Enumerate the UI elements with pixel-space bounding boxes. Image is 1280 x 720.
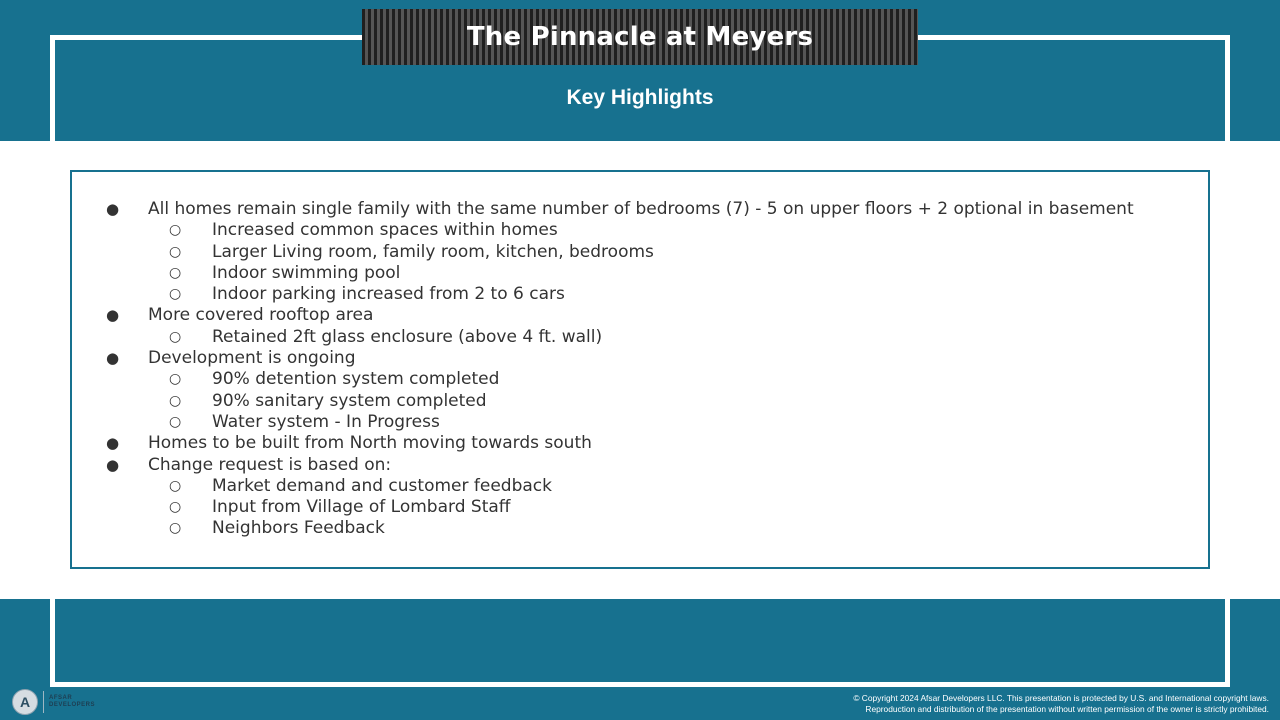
bullet-text: Retained 2ft glass enclosure (above 4 ft. wall) [212, 326, 603, 347]
bullet-text: Larger Living room, family room, kitchen, bedrooms [212, 241, 654, 262]
hollow-bullet-icon: ○ [169, 392, 182, 409]
logo-wordmark [49, 695, 95, 709]
footer-frame [50, 599, 1230, 687]
sub-bullet-item [72, 263, 1134, 284]
section-subtitle: Key Highlights [566, 86, 714, 109]
bullet-item [72, 305, 1134, 326]
sub-bullet-item [72, 497, 1134, 518]
highlights-box [70, 170, 1210, 569]
bullet-text: Input from Village of Lombard Staff [212, 497, 511, 518]
hollow-bullet-icon: ○ [169, 328, 182, 345]
bullet-item [72, 455, 1134, 476]
hollow-bullet-icon: ○ [169, 222, 182, 239]
hollow-bullet-icon: ○ [169, 264, 182, 281]
hollow-bullet-icon: ○ [169, 520, 182, 537]
highlights-list [72, 199, 1134, 540]
hollow-bullet-icon: ○ [169, 477, 182, 494]
sub-bullet-item [72, 327, 1134, 348]
bullet-text: More covered rooftop area [148, 305, 374, 326]
hollow-bullet-icon: ○ [169, 243, 182, 260]
bullet-text: Indoor parking increased from 2 to 6 cars [212, 284, 565, 305]
bullet-text: Increased common spaces within homes [212, 220, 558, 241]
bullet-text: Homes to be built from North moving towards south [148, 433, 592, 454]
sub-bullet-item [72, 220, 1134, 241]
bullet-item [72, 199, 1134, 220]
bullet-text: All homes remain single family with the same number of bedrooms (7) - 5 on upper floors + 2 optional in basement [148, 199, 1134, 219]
logo-line-1: AFSAR [49, 695, 73, 701]
sub-bullet-item [72, 518, 1134, 539]
bullet-text: Development is ongoing [148, 348, 356, 369]
hollow-bullet-icon: ○ [169, 499, 182, 516]
bullet-text: Water system - In Progress [212, 411, 440, 432]
bullet-text: 90% detention system completed [212, 369, 500, 390]
hollow-bullet-icon: ○ [169, 371, 182, 388]
sub-bullet-item [72, 369, 1134, 390]
company-logo [12, 688, 112, 716]
filled-bullet-icon: ● [106, 455, 120, 474]
copyright-notice [853, 693, 1269, 715]
bullet-text: Indoor swimming pool [212, 262, 401, 283]
filled-bullet-icon: ● [106, 434, 120, 453]
filled-bullet-icon: ● [106, 349, 120, 368]
logo-divider [43, 691, 44, 713]
bullet-text: Change request is based on: [148, 454, 392, 475]
title-banner [362, 9, 918, 65]
bullet-text: Neighbors Feedback [212, 518, 385, 539]
bullet-item [72, 348, 1134, 369]
bullet-item [72, 433, 1134, 454]
filled-bullet-icon: ● [106, 200, 120, 218]
copyright-line-1: © Copyright 2024 Afsar Developers LLC. This presentation is protected by U.S. and International copyright laws. [853, 693, 1269, 703]
bullet-text: Market demand and customer feedback [212, 475, 552, 496]
bullet-text: 90% sanitary system completed [212, 390, 487, 411]
logo-line-2: DEVELOPERS [49, 702, 96, 708]
hollow-bullet-icon: ○ [169, 413, 182, 430]
sub-bullet-item [72, 476, 1134, 497]
hollow-bullet-icon: ○ [169, 286, 182, 303]
sub-bullet-item [72, 412, 1134, 433]
logo-emblem-icon: A [12, 689, 38, 715]
filled-bullet-icon: ● [106, 306, 120, 325]
page-title: The Pinnacle at Meyers [466, 22, 814, 52]
sub-bullet-item [72, 284, 1134, 305]
sub-bullet-item [72, 391, 1134, 412]
sub-bullet-item [72, 242, 1134, 263]
copyright-line-2: Reproduction and distribution of the presentation without written permission of the owner is strictly prohibited. [865, 704, 1269, 714]
